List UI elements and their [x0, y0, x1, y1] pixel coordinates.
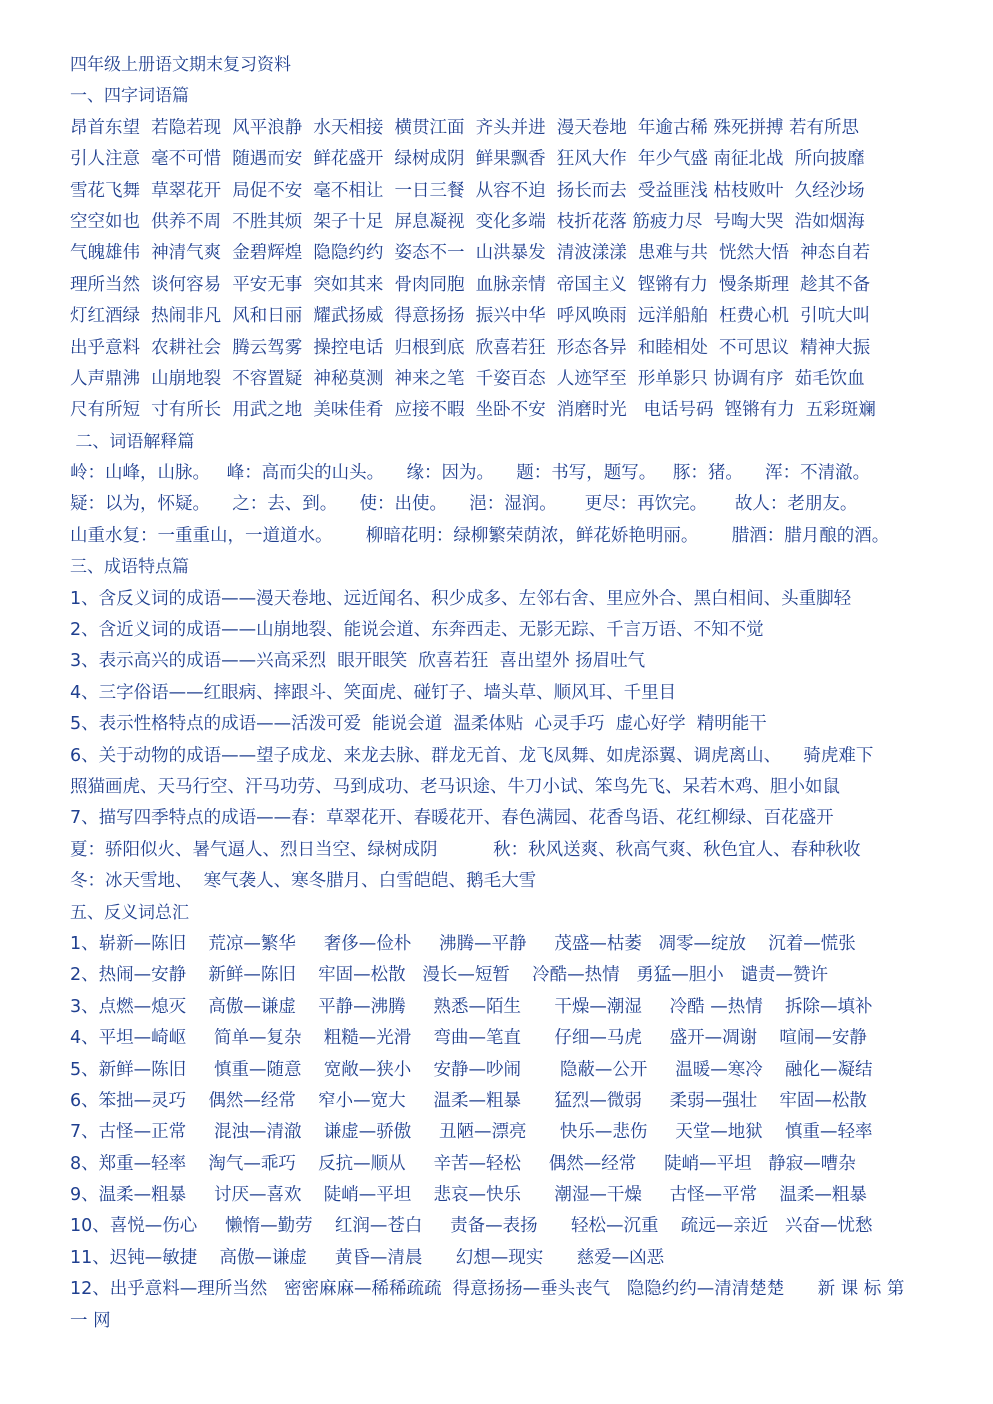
text-line: 出乎意料 农耕社会 腾云驾雾 操控电话 归根到底 欣喜若狂 形态各异 和睦相处 不可思议 精神大振 — [70, 337, 871, 358]
text-line: 引人注意 毫不可惜 随遇而安 鲜花盛开 绿树成阴 鲜果飘香 狂风大作 年少气盛 南征北战 所向披靡 — [70, 149, 865, 170]
text-line: 5、表示性格特点的成语——活泼可爱 能说会道 温柔体贴 心灵手巧 虚心好学 精明能干 — [70, 714, 767, 735]
doc-title: 四年级上册语文期末复习资料 — [70, 55, 291, 75]
text-line: 5、新鲜—陈旧 慎重—随意 宽敞—狭小 安静—吵闹 隐蔽—公开 温暖—寒冷 融化—凝结 — [70, 1059, 873, 1080]
text-line: 岭：山峰，山脉。 峰：高而尖的山头。 缘：因为。 题：书写，题写。 豚：猪。 浑：不清澈。 — [70, 463, 871, 484]
section-heading-antonyms: 五、反义词总汇 — [70, 902, 189, 923]
text-line: 6、笨拙—灵巧 偶然—经常 窄小—宽大 温柔—粗暴 猛烈—微弱 柔弱—强壮 牢固—松散 — [70, 1090, 867, 1111]
text-line: 昂首东望 若隐若现 风平浪静 水天相接 横贯江面 齐头并进 漫天卷地 年逾古稀 殊死拼搏 若有所思 — [70, 117, 860, 138]
text-line: 照猫画虎、天马行空、汗马功劳、马到成功、老马识途、牛刀小试、笨鸟先飞、呆若木鸡、胆小如鼠 — [70, 776, 840, 797]
text-line: 3、点燃—熄灭 高傲—谦虚 平静—沸腾 熟悉—陌生 干燥—潮湿 冷酷 —热情 拆除—填补 — [70, 996, 873, 1017]
text-line: 冬：冰天雪地、 寒气袭人、寒冬腊月、白雪皑皑、鹅毛大雪 — [70, 871, 537, 892]
text-line: 2、含近义词的成语——山崩地裂、能说会道、东奔西走、无影无踪、千言万语、不知不觉 — [70, 620, 764, 641]
text-line: 4、三字俗语——红眼病、摔跟斗、笑面虎、碰钉子、墙头草、顺风耳、千里目 — [70, 682, 677, 703]
text-line: 一 网 — [70, 1310, 111, 1331]
text-line: 10、喜悦—伤心 懒惰—勤劳 红润—苍白 责备—表扬 轻松—沉重 疏远—亲近 兴奋—忧愁 — [70, 1216, 873, 1237]
text-line: 2、热闹—安静 新鲜—陈旧 牢固—松散 漫长—短暂 冷酷—热情 勇猛—胆小 谴责—赞许 — [70, 965, 828, 986]
text-line: 1、崭新—陈旧 荒凉—繁华 奢侈—俭朴 沸腾—平静 茂盛—枯萎 凋零—绽放 沉着—慌张 — [70, 933, 856, 954]
text-line: 空空如也 供养不周 不胜其烦 架子十足 屏息凝视 变化多端 枝折花落 筋疲力尽 号啕大哭 浩如烟海 — [70, 211, 865, 232]
text-line: 7、古怪—正常 混浊—清澈 谦虚—骄傲 丑陋—漂亮 快乐—悲伤 天堂—地狱 慎重—轻率 — [70, 1122, 873, 1143]
text-line: 雪花飞舞 草翠花开 局促不安 毫不相让 一日三餐 从容不迫 扬长而去 受益匪浅 枯枝败叶 久经沙场 — [70, 180, 865, 201]
text-line: 3、表示高兴的成语——兴高采烈 眼开眼笑 欣喜若狂 喜出望外 扬眉吐气 — [70, 651, 646, 672]
text-line: 7、描写四季特点的成语——春：草翠花开、春暖花开、春色满园、花香鸟语、花红柳绿、百花盛开 — [70, 808, 834, 829]
text-line: 人声鼎沸 山崩地裂 不容置疑 神秘莫测 神来之笔 千姿百态 人迹罕至 形单影只 协调有序 茹毛饮血 — [70, 368, 865, 389]
text-line: 6、关于动物的成语——望子成龙、来龙去脉、群龙无首、龙飞凤舞、如虎添翼、调虎离山、 骑虎难下 — [70, 745, 874, 766]
text-line: 9、温柔—粗暴 讨厌—喜欢 陡峭—平坦 悲哀—快乐 潮湿—干燥 古怪—平常 温柔—粗暴 — [70, 1185, 867, 1206]
text-line: 11、迟钝—敏捷 高傲—谦虚 黄昏—清晨 幻想—现实 慈爱—凶恶 — [70, 1247, 665, 1268]
text-line: 夏：骄阳似火、暑气逼人、烈日当空、绿树成阴 秋：秋风送爽、秋高气爽、秋色宜人、春种秋收 — [70, 839, 861, 860]
text-line: 1、含反义词的成语——漫天卷地、远近闻名、积少成多、左邻右舍、里应外合、黑白相间、头重脚轻 — [70, 588, 852, 609]
section-heading-word-explanations: 二、词语解释篇 — [70, 431, 195, 452]
text-line: 理所当然 谈何容易 平安无事 突如其来 骨肉同胞 血脉亲情 帝国主义 铿锵有力 慢条斯理 趁其不备 — [70, 274, 871, 295]
text-line: 4、平坦—崎岖 简单—复杂 粗糙—光滑 弯曲—笔直 仔细—马虎 盛开—凋谢 喧闹—安静 — [70, 1028, 867, 1049]
text-line: 12、出乎意料—理所当然 密密麻麻—稀稀疏疏 得意扬扬—垂头丧气 隐隐约约—清清楚楚 新 课 标 第 — [70, 1279, 905, 1300]
text-line: 山重水复：一重重山，一道道水。 柳暗花明：绿柳繁荣荫浓，鲜花娇艳明丽。 腊酒：腊月酿的酒。 — [70, 525, 890, 546]
section-heading-idiom-features: 三、成语特点篇 — [70, 557, 189, 578]
text-line: 灯红酒绿 热闹非凡 风和日丽 耀武扬威 得意扬扬 振兴中华 呼风唤雨 远洋船舶 枉费心机 引吭大叫 — [70, 306, 871, 327]
text-line: 疑：以为，怀疑。 之：去、到。 使：出使。 浥：湿润。 更尽：再饮完。 故人：老朋友。 — [70, 494, 858, 515]
text-line: 尺有所短 寸有所长 用武之地 美味佳肴 应接不暇 坐卧不安 消磨时光 电话号码 铿锵有力 五彩斑斓 — [70, 400, 876, 421]
section-heading-four-char-words: 一、四字词语篇 — [70, 86, 189, 107]
text-line: 气魄雄伟 神清气爽 金碧辉煌 隐隐约约 姿态不一 山洪暴发 清波漾漾 患难与共 恍然大悟 神态自若 — [70, 243, 871, 264]
text-line: 8、郑重—轻率 淘气—乖巧 反抗—顺从 辛苦—轻松 偶然—经常 陡峭—平坦 静寂—嘈杂 — [70, 1153, 856, 1174]
